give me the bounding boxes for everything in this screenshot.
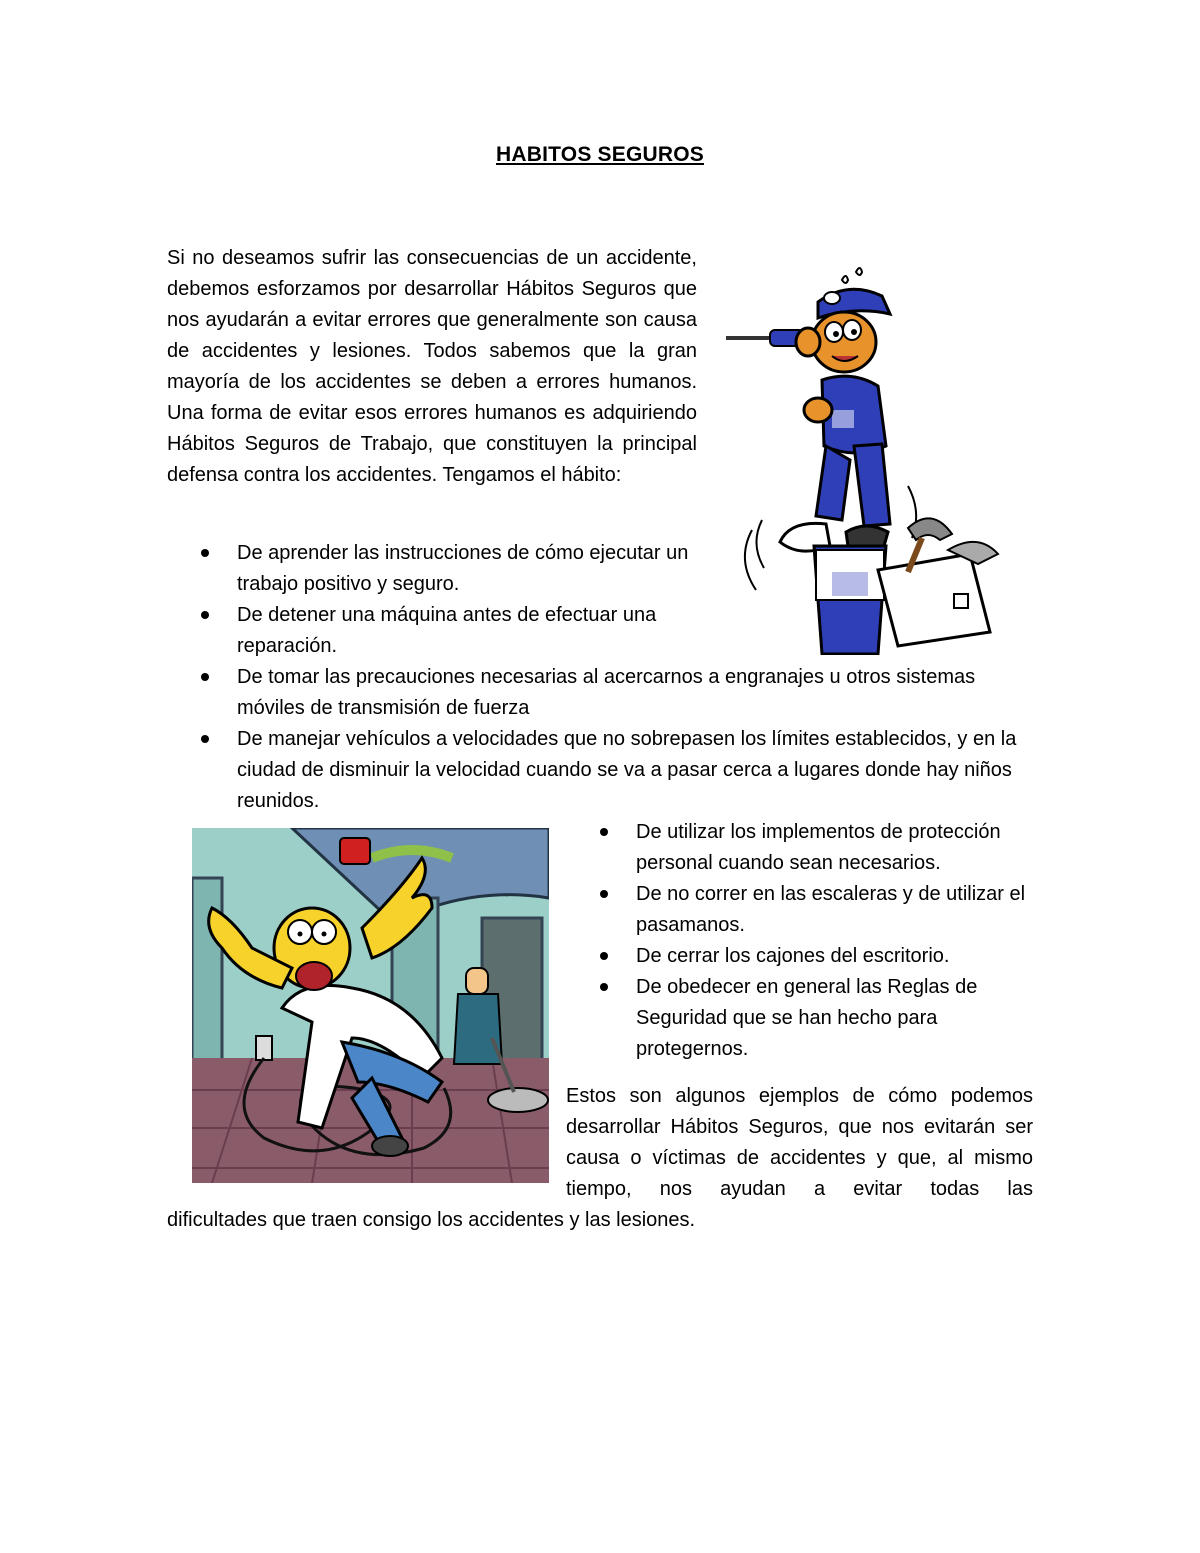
list-item: De tomar las precauciones necesarias al acercarnos a engranajes u otros sistemas móviles de transmisión de fuerza xyxy=(167,662,1033,724)
bullet-list-full xyxy=(167,662,1033,817)
closing-paragraph-right: Estos son algunos ejemplos de cómo podemos desarrollar Hábitos Seguros, que nos evitarán ser causa o víctimas de accidentes y que, al mismo tiempo, nos ayudan a evitar todas las xyxy=(566,1085,1033,1200)
man-tripping-over-cable-illustration xyxy=(192,828,549,1183)
bullet-list-right xyxy=(566,817,1034,1065)
list-item: De manejar vehículos a velocidades que no sobrepasen los límites establecidos, y en la ciudad de disminuir la velocidad cuando se va a pasar cerca a lugares donde hay niños reunidos. xyxy=(167,724,1033,817)
intro-paragraph: Si no deseamos sufrir las consecuencias de un accidente, debemos esforzamos por desarrollar Hábitos Seguros que nos ayudarán a evitar errores que generalmente son causa de accidentes y lesiones. Todos sabemos que la gran mayoría de los accidentes se deben a errores humanos. Una forma de evitar esos errores humanos es adquiriendo Hábitos Seguros de Trabajo, que constituyen la principal defensa contra los accidentes. Tengamos el hábito: xyxy=(167,247,697,486)
bullet-list-top xyxy=(167,538,699,662)
list-item: De no correr en las escaleras y de utilizar el pasamanos. xyxy=(566,879,1034,941)
closing-paragraph-continuation: dificultades que traen consigo los accidentes y las lesiones. xyxy=(167,1209,696,1231)
page-title: HABITOS SEGUROS xyxy=(496,143,704,166)
list-item: De aprender las instrucciones de cómo ejecutar un trabajo positivo y seguro. xyxy=(167,538,699,600)
list-item: De cerrar los cajones del escritorio. xyxy=(566,941,1034,972)
list-item: De utilizar los implementos de protección personal cuando sean necesarios. xyxy=(566,817,1034,879)
worker-on-bucket-illustration xyxy=(722,250,1004,655)
list-item: De obedecer en general las Reglas de Seguridad que se han hecho para protegernos. xyxy=(566,972,1034,1065)
list-item: De detener una máquina antes de efectuar una reparación. xyxy=(167,600,699,662)
